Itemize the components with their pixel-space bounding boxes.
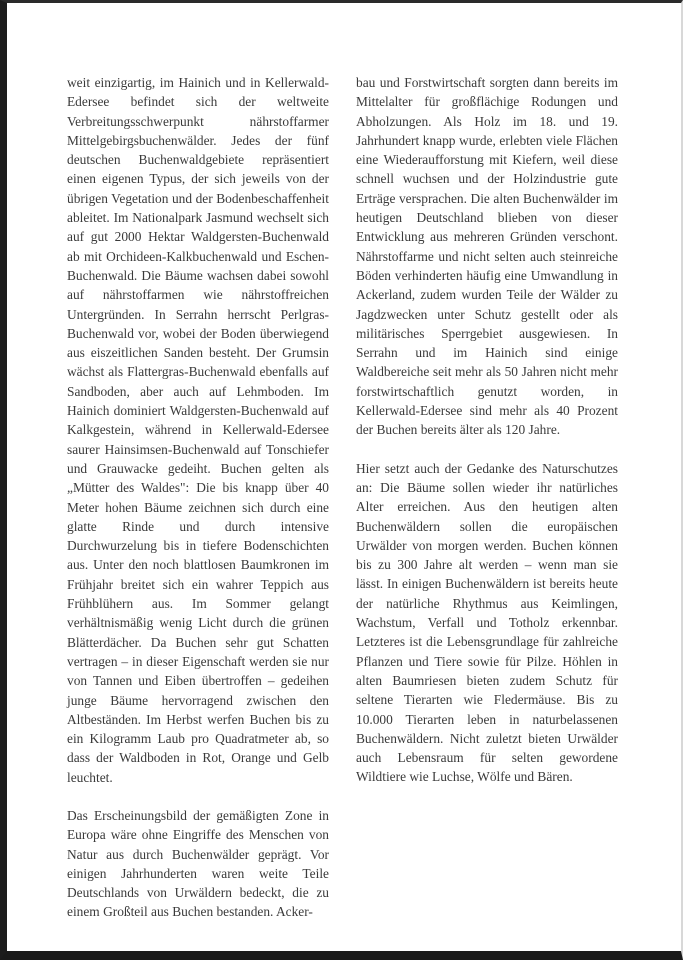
left-paragraph-2: Das Erscheinungsbild der gemäßigten Zone in Europa wäre ohne Eingriffe des Menschen von Natur aus durch Buchenwälder geprägt. Vor einigen Jahrhunderten waren weite Teile Deutschlands von Urwäldern bedeckt, die zu einem Großteil aus Buchen bestanden. Acker-	[67, 807, 329, 920]
left-column	[67, 73, 329, 941]
left-paragraph-1: weit einzigartig, im Hainich und in Kellerwald-Edersee befindet sich der weltweite Verbreitungsschwerpunkt nährstoffarmer Mittelgebirgsbuchenwälder. Jedes der fünf deutschen Buchenwaldgebiete repräsentiert einen eigenen Typus, der sich jeweils von der übrigen Vegetation und der Bodenbeschaffenheit ableitet. Im Nationalpark Jasmund wechselt sich auf gut 2000 Hektar Waldgersten-Buchenwald ab mit Orchideen-Kalkbuchenwald und Eschen-Buchenwald. Die Bäume wachsen dabei sowohl auf nährstoffarmen wie nährstoffreichen Untergründen. In Serrahn herrscht Perlgras-Buchenwald vor, wobei der Boden überwiegend aus eiszeitlichen Sanden besteht. Der Grumsin wächst als Flattergras-Buchenwald ebenfalls auf Sandboden, aber auch auf Lehmboden. Im Hainich dominiert Waldgersten-Buchenwald auf Kalkgestein, während in Kellerwald-Edersee saurer Hainsimsen-Buchenwald auf Tonschiefer und Grauwacke gedeiht. Buchen gelten als „Mütter des Waldes": Die bis knapp über 40 Meter hohen Bäume zeichnen sich durch eine glatte Rinde und durch intensive Durchwurzelung bis in tiefere Bodenschichten aus. Unter den noch blattlosen Baumkronen im Frühjahr breitet sich ein wahrer Teppich aus Frühblühern aus. Im Sommer gelangt verhältnismäßig wenig Licht durch die grünen Blätterdächer. Da Buchen sehr gut Schatten vertragen – in dieser Eigenschaft werden sie nur von Tannen und Eiben übertroffen – gedeihen junge Bäume hervorragend zwischen den Altbeständen. Im Herbst werfen Buchen bis zu ein Kilogramm Laub pro Quadratmeter ab, so dass der Waldboden in Rot, Orange und Gelb leuchtet.	[67, 75, 329, 785]
right-paragraph-1: bau und Forstwirtschaft sorgten dann bereits im Mittelalter für großflächige Rodungen und Abholzungen. Als Holz im 18. und 19. Jahrhundert knapp wurde, erlebten viele Flächen eine Wiederaufforstung mit Kiefern, weil diese schnell wuchsen und der Holzindustrie gute Erträge versprachen. Die alten Buchenwälder im heutigen Deutschland blieben von dieser Entwicklung aus mehreren Gründen verschont. Nährstoffarme und nicht selten auch steinreiche Böden verhinderten häufig eine Umwandlung in Ackerland, zudem wurden Teile der Wälder zu Jagdzwecken unter Schutz gestellt oder als militärisches Sperrgebiet ausgewiesen. In Serrahn und im Hainich sind einige Waldbereiche seit mehr als 50 Jahren nicht mehr forstwirtschaftlich genutzt worden, in Kellerwald-Edersee sind mehr als 40 Prozent der Buchen bereits älter als 120 Jahre.	[356, 75, 618, 438]
right-column	[356, 73, 618, 806]
right-paragraph-2: Hier setzt auch der Gedanke des Naturschutzes an: Die Bäume sollen wieder ihr natürliches Alter erreichen. Aus den heutigen alten Buchenwäldern sollen die europäischen Urwälder von morgen werden. Buchen können bis zu 300 Jahre alt werden – wenn man sie lässt. In einigen Buchenwäldern ist bereits heute der natürliche Rhythmus aus Keimlingen, Wachstum, Verfall und Totholz erkennbar. Letzteres ist die Lebensgrundlage für zahlreiche Pflanzen und Tiere sowie für Pilze. Höhlen in alten Baumriesen bieten zudem Schutz für seltene Tierarten wie Fledermäuse. Bis zu 10.000 Tierarten leben in naturbelassenen Buchenwäldern. Nicht zuletzt bieten Urwälder auch Lebensraum für selten gewordene Wildtiere wie Luchse, Wölfe und Bären.	[356, 460, 618, 785]
